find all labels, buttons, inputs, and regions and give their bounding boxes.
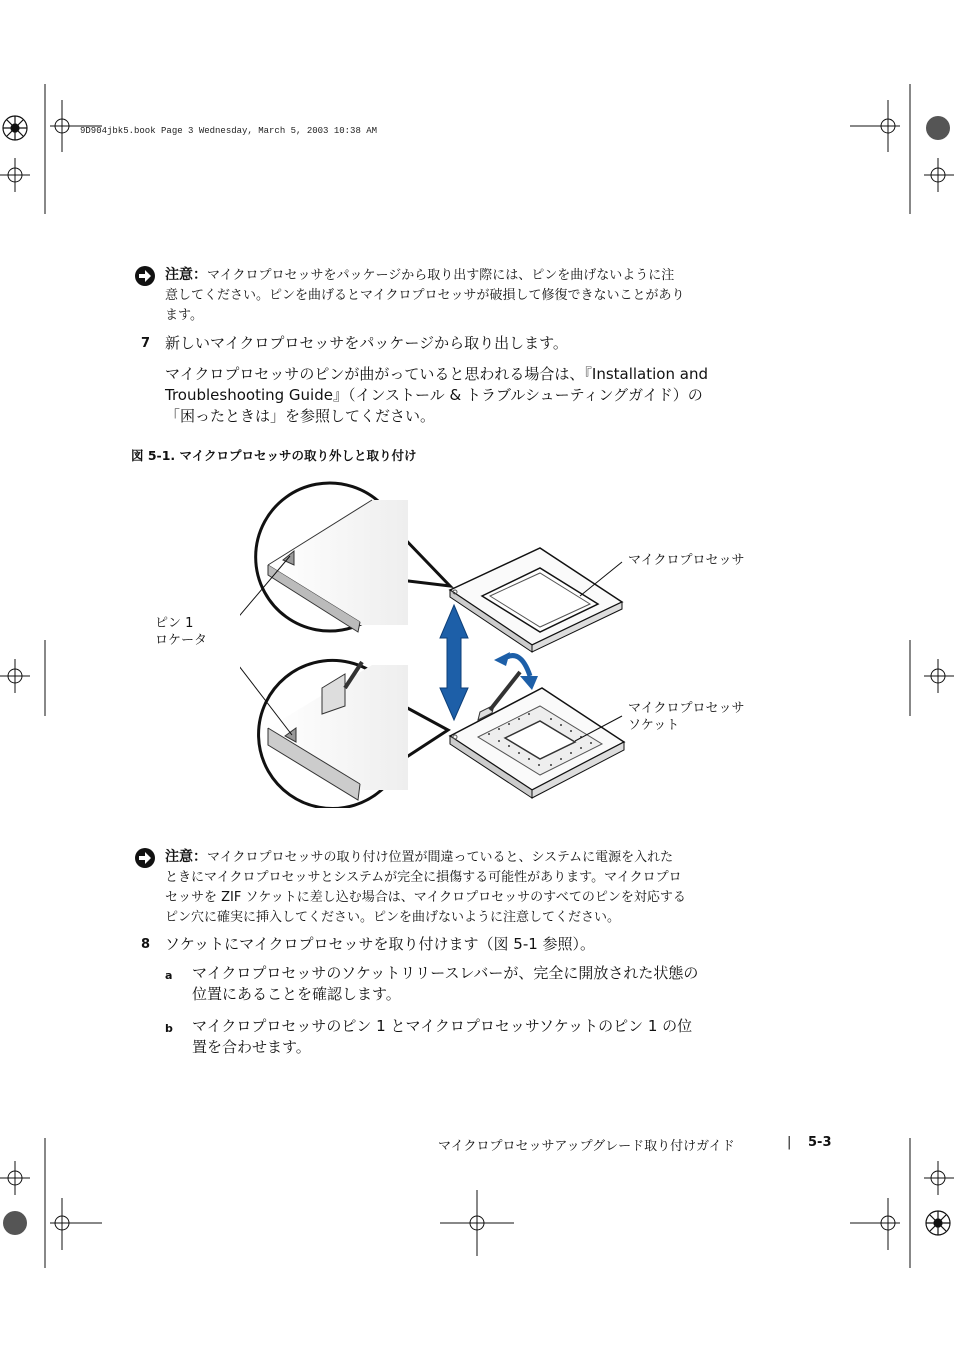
substep-line: 置を合わせます。 [192, 1038, 311, 1056]
processor-socket [450, 672, 624, 798]
substep-line: マイクロプロセッサのピン 1 とマイクロプロセッサソケットのピン 1 の位 [192, 1017, 693, 1035]
paragraph-line: 「困ったときは」を参照してください。 [165, 407, 436, 425]
substep-letter: b [165, 1022, 173, 1035]
notice-text-line: マイクロプロセッサの取り付け位置が間違っていると、システムに電源を入れた [207, 850, 674, 865]
substep-a [192, 963, 740, 1005]
lever-rotation-arrow [494, 652, 538, 690]
print-slug: 9D904jbk5.book Page 3 Wednesday, March 5, 2003 10:38 AM [80, 126, 378, 136]
caution-icon [134, 847, 156, 869]
page-number: 5-3 [808, 1135, 832, 1150]
paragraph-line: Troubleshooting Guide』（インストール & トラブルシューティングガイド）の [165, 386, 703, 404]
zoom-circle-upper [256, 483, 450, 632]
notice-caution-2 [134, 847, 744, 928]
paragraph-line: マイクロプロセッサのピンが曲がっていると思われる場合は、『Installation and [165, 365, 708, 383]
callout-pin1-locator [155, 615, 207, 649]
substep-line: マイクロプロセッサのソケットリリースレバーが、完全に開放された状態の [192, 964, 699, 982]
callout-line: ロケータ [155, 633, 208, 648]
callout-line: ピン 1 [155, 616, 194, 631]
step-paragraph [165, 364, 739, 427]
notice-text-line: ます。 [165, 308, 203, 323]
callout-processor: マイクロプロセッサ [628, 553, 745, 568]
notice-text-line: 意してください。ピンを曲げるとマイクロプロセッサが破損して修復できないことがあり [165, 288, 685, 303]
notice-text-line: ピン穴に確実に挿入してください。ピンを曲げないように注意してください。 [165, 910, 621, 925]
notice-label: 注意： [165, 849, 207, 865]
processor [450, 548, 622, 652]
footer-separator: | [787, 1135, 792, 1150]
step-number: 7 [141, 336, 151, 351]
callout-processor-socket [628, 700, 744, 734]
reg-cross-tr [850, 100, 900, 152]
callout-line: ソケット [628, 718, 680, 733]
step-text: ソケットにマイクロプロセッサを取り付けます（図 5-1 参照）。 [165, 935, 596, 953]
step-number: 8 [141, 937, 151, 952]
callout-line: マイクロプロセッサ [628, 701, 745, 716]
notice-caution-1 [134, 265, 744, 326]
caution-icon [134, 265, 156, 287]
zoom-circle-lower [259, 660, 448, 808]
footer-guide-title: マイクロプロセッサアップグレード取り付けガイド [438, 1139, 735, 1154]
figure-title: 図 5-1. マイクロプロセッサの取り外しと取り付け [131, 448, 417, 463]
step-text: 新しいマイクロプロセッサをパッケージから取り出します。 [165, 334, 568, 352]
substep-line: 位置にあることを確認します。 [192, 985, 401, 1003]
substep-letter: a [165, 969, 173, 982]
substep-b [192, 1016, 740, 1058]
up-down-arrow [440, 605, 468, 720]
notice-text-line: ときにマイクロプロセッサとシステムが完全に損傷する可能性があります。マイクロプロ [165, 870, 682, 885]
notice-label: 注意： [165, 267, 207, 283]
notice-text-line: マイクロプロセッサをパッケージから取り出す際には、ピンを曲げないように注 [207, 268, 675, 283]
notice-text-line: セッサを ZIF ソケットに差し込む場合は、マイクロプロセッサのすべてのピンを対応する [165, 890, 686, 905]
cpu-installation-figure [240, 478, 640, 808]
